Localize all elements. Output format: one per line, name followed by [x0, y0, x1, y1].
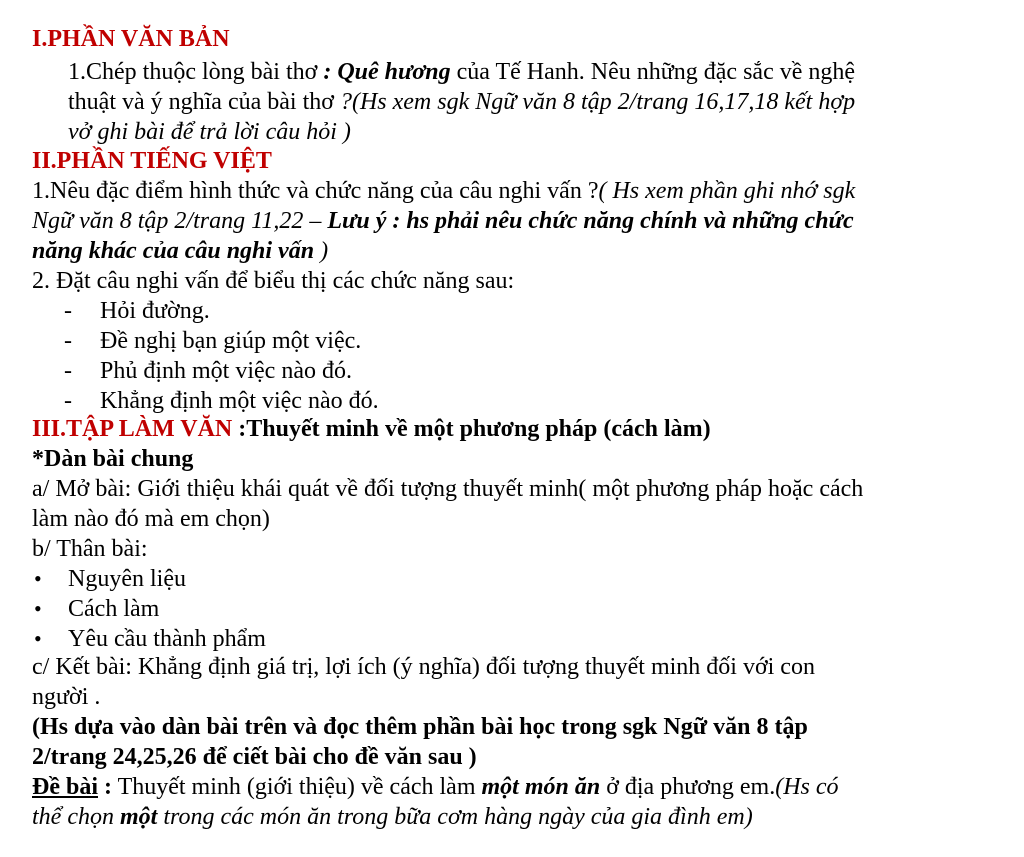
body-item-2: Cách làm — [68, 596, 160, 622]
topic-emphasis: một món ăn — [481, 774, 601, 800]
body-item-1: Nguyên liệu — [68, 566, 186, 592]
q1-text: 1.Chép thuộc lòng bài thơ — [68, 59, 324, 85]
section-1-question-1-line-2 — [68, 87, 855, 117]
dash-marker: - — [64, 298, 72, 324]
s2-q1-hint-cont: Ngữ văn 8 tập 2/trang 11,22 – — [32, 208, 328, 234]
section-1-heading: I.PHẦN VĂN BẢN — [32, 26, 230, 52]
bullet-marker: • — [34, 596, 42, 621]
section-1-question-1-line-3: vở ghi bài để trả lời câu hỏi ) — [68, 119, 351, 145]
topic-text: Thuyết minh (giới thiệu) về cách làm — [112, 774, 482, 800]
section-3-heading: III.TẬP LÀM VĂN — [32, 416, 233, 442]
section-2-question-1-line-1 — [32, 176, 855, 206]
section-2-question-1-line-2 — [32, 206, 854, 236]
body-item-3: Yêu cầu thành phẩm — [68, 626, 266, 652]
poem-title: : Quê hương — [323, 59, 451, 85]
function-item-3: Phủ định một việc nào đó. — [100, 358, 352, 384]
dash-marker: - — [64, 358, 72, 384]
section-3-heading-line — [32, 414, 711, 444]
bullet-marker: • — [34, 626, 42, 651]
topic-line-2 — [32, 802, 753, 832]
dash-marker: - — [64, 328, 72, 354]
dash-marker: - — [64, 388, 72, 414]
outline-c-line-1: c/ Kết bài: Khẳng định giá trị, lợi ích (ý nghĩa) đối tượng thuyết minh đối với con — [32, 654, 815, 680]
section-3-heading-rest: :Thuyết minh về một phương pháp (cách làm) — [232, 416, 711, 442]
function-item-2: Đề nghị bạn giúp một việc. — [100, 328, 362, 354]
topic-colon: : — [98, 774, 112, 800]
topic-text-rest: ở địa phương em. — [600, 774, 776, 800]
s2-q1-hint: ( Hs xem phần ghi nhớ sgk — [598, 178, 856, 204]
outline-title: *Dàn bài chung — [32, 446, 194, 472]
section-2-heading: II.PHẦN TIẾNG VIỆT — [32, 148, 272, 174]
topic-line-1 — [32, 772, 839, 802]
s2-q1-text: 1.Nêu đặc điểm hình thức và chức năng của câu nghi vấn ? — [32, 178, 599, 204]
section-2-question-1-line-3 — [32, 236, 328, 266]
note-line-1: (Hs dựa vào dàn bài trên và đọc thêm phần bài học trong sgk Ngữ văn 8 tập — [32, 714, 808, 740]
topic-hint-rest: trong các món ăn trong bữa cơm hàng ngày của gia đình em) — [157, 804, 753, 830]
outline-a-line-2: làm nào đó mà em chọn) — [32, 506, 270, 532]
outline-b-title: b/ Thân bài: — [32, 536, 148, 562]
note-line-2: 2/trang 24,25,26 để ciết bài cho đề văn sau ) — [32, 744, 477, 770]
topic-hint-emphasis: một — [119, 804, 158, 830]
topic-label: Đề bài — [32, 774, 98, 800]
outline-a-line-1: a/ Mở bài: Giới thiệu khái quát về đối tượng thuyết minh( một phương pháp hoặc cách — [32, 476, 864, 502]
section-2-question-2: 2. Đặt câu nghi vấn để biểu thị các chức năng sau: — [32, 268, 515, 294]
s2-q1-note: Lưu ý : hs phải nêu chức năng chính và những chức — [327, 208, 854, 234]
topic-hint-cont: thể chọn — [32, 804, 120, 830]
outline-c-line-2: người . — [32, 684, 101, 710]
q1-text-rest: của Tế Hanh. Nêu những đặc sắc về nghệ — [450, 59, 856, 85]
function-item-4: Khẳng định một việc nào đó. — [100, 388, 379, 414]
s2-q1-close-paren: ) — [320, 238, 329, 264]
q1-line2-text: thuật và ý nghĩa của bài thơ — [68, 89, 340, 115]
topic-hint: (Hs có — [775, 774, 839, 800]
section-1-question-1-line-1 — [68, 57, 855, 87]
s2-q1-note-cont: năng khác của câu nghi vấn — [32, 238, 321, 264]
function-item-1: Hỏi đường. — [100, 298, 210, 324]
bullet-marker: • — [34, 566, 42, 591]
q1-line2-hint: ?(Hs xem sgk Ngữ văn 8 tập 2/trang 16,17,18 kết hợp — [339, 89, 856, 115]
